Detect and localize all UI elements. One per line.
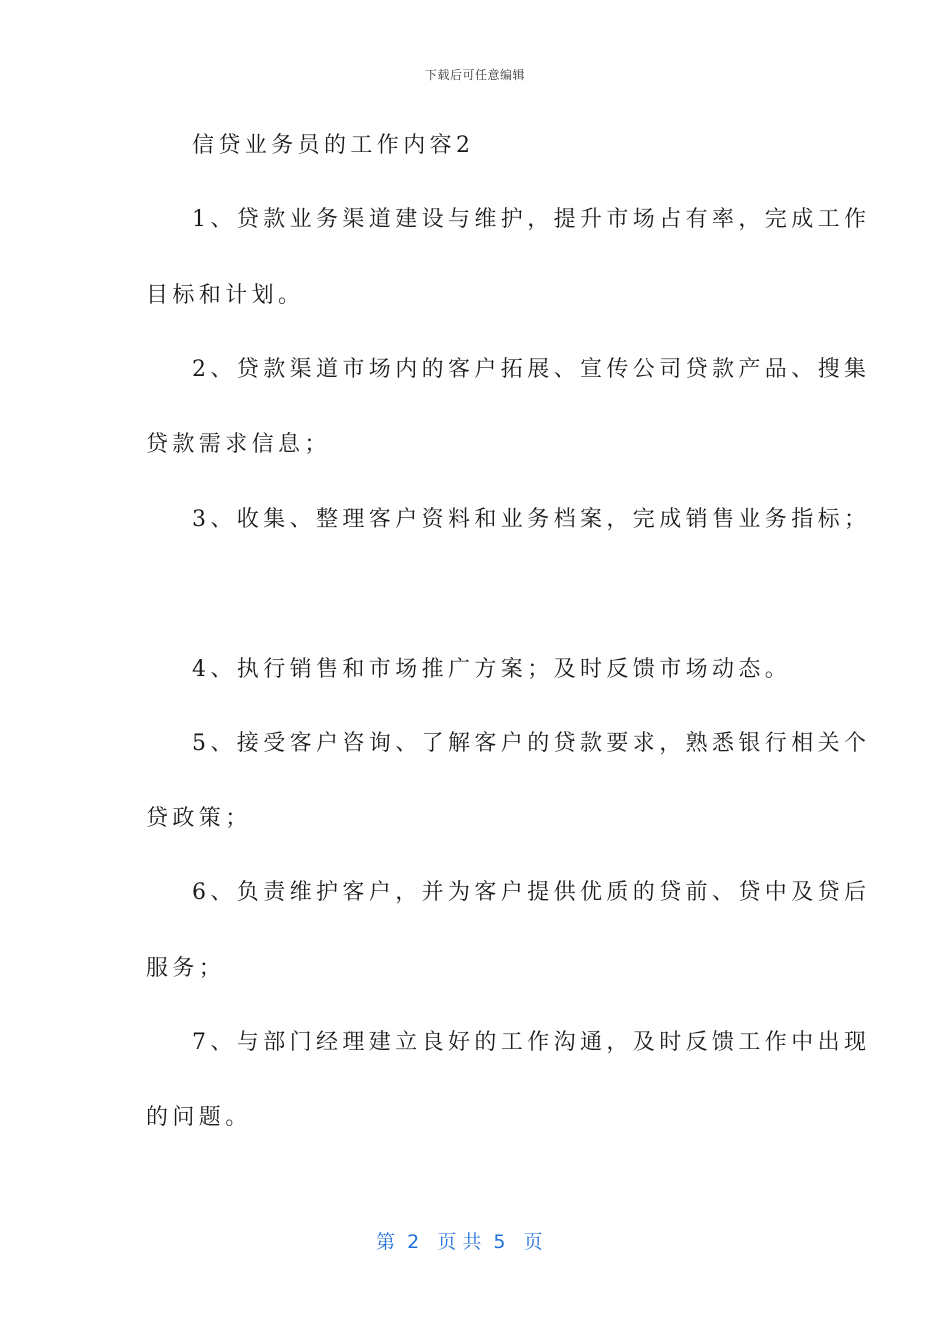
item-7-line-1: 7、与部门经理建立良好的工作沟通，及时反馈工作中出现 [192, 1030, 871, 1055]
document-heading: 信贷业务员的工作内容2 [192, 133, 475, 158]
item-3-line-1: 3、收集、整理客户资料和业务档案，完成销售业务指标； [192, 507, 871, 532]
item-5-line-2: 贷政策； [146, 806, 252, 831]
item-1-line-1: 1、贷款业务渠道建设与维护，提升市场占有率，完成工作 [192, 207, 871, 232]
item-2-line-2: 贷款需求信息； [146, 432, 331, 457]
page-indicator: 第 2 页 共 5 页 [376, 1231, 543, 1253]
item-6-line-1: 6、负责维护客户，并为客户提供优质的贷前、贷中及贷后 [192, 880, 871, 905]
item-5-line-1: 5、接受客户咨询、了解客户的贷款要求，熟悉银行相关个 [192, 731, 871, 756]
item-2-line-1: 2、贷款渠道市场内的客户拓展、宣传公司贷款产品、搜集 [192, 357, 871, 382]
item-1-line-2: 目标和计划。 [146, 283, 305, 308]
download-edit-note: 下载后可任意编辑 [424, 68, 525, 82]
item-7-line-2: 的问题。 [146, 1105, 252, 1130]
item-4-line-1: 4、执行销售和市场推广方案；及时反馈市场动态。 [192, 657, 792, 682]
item-6-line-2: 服务； [146, 956, 226, 981]
